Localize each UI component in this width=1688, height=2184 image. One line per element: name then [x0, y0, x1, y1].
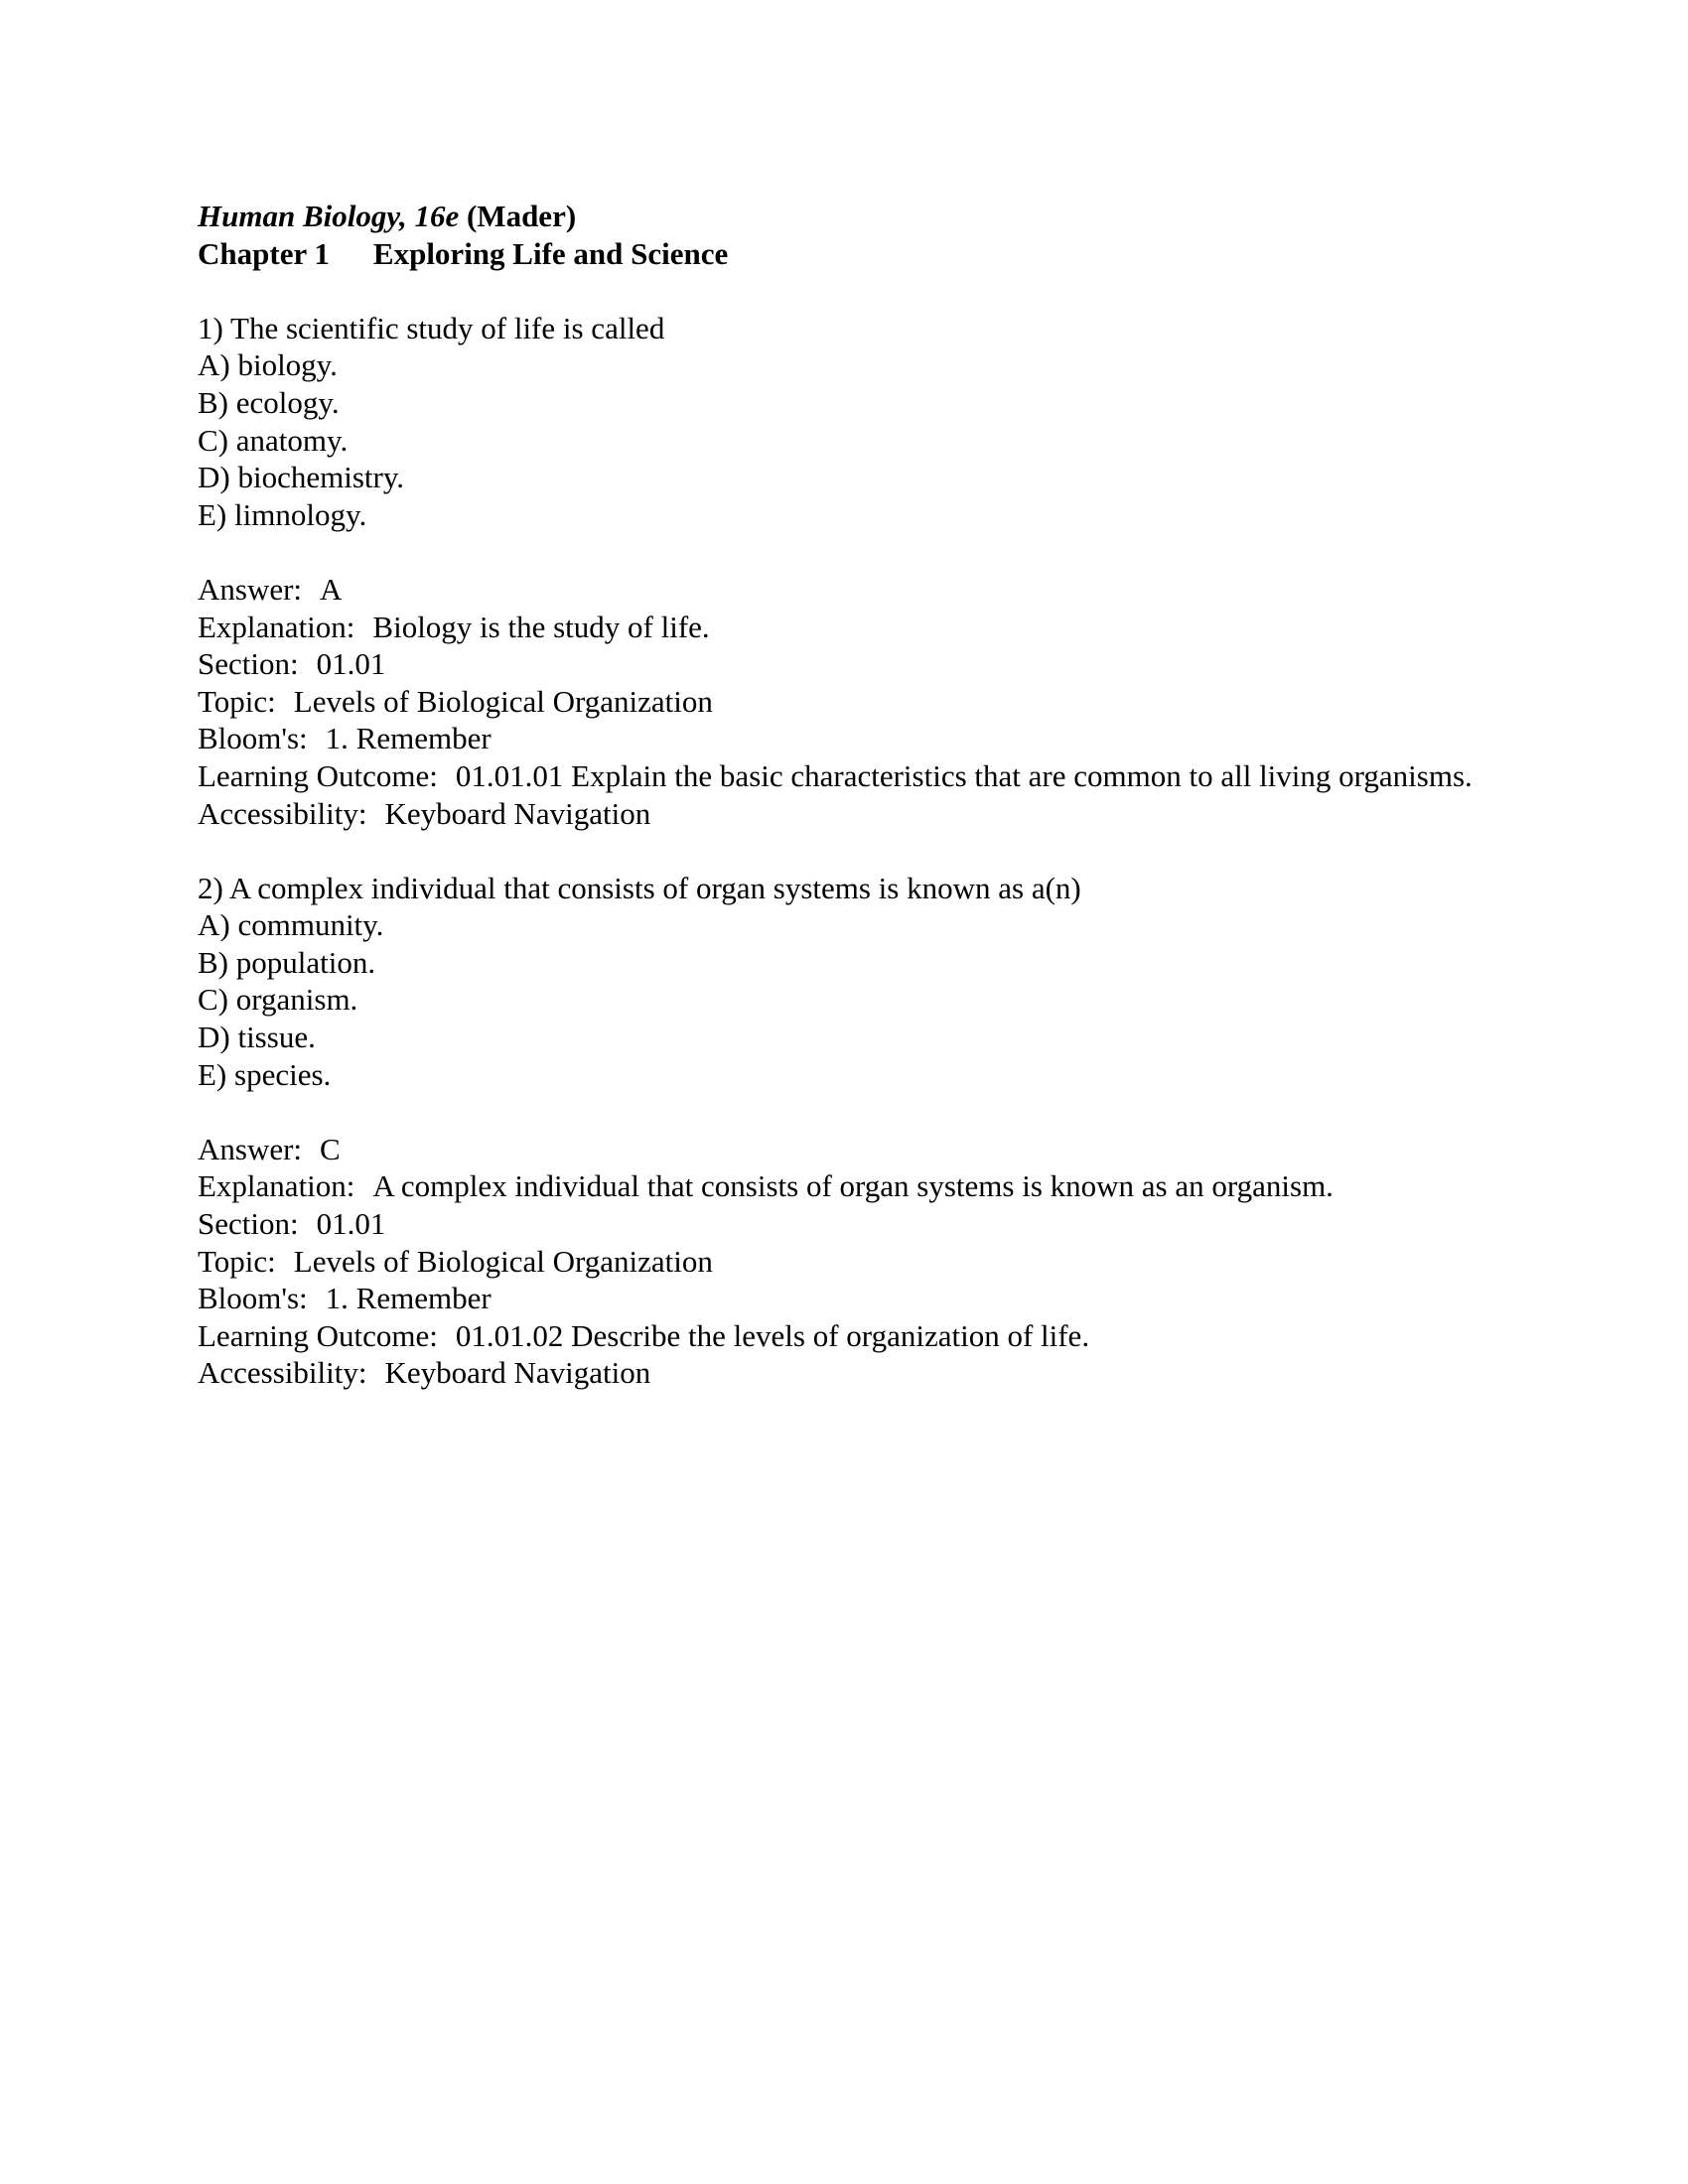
learning-outcome-value: 01.01.02 Describe the levels of organization of life. — [455, 1317, 1090, 1353]
accessibility-row — [198, 1354, 1493, 1392]
topic-row — [198, 1243, 1493, 1281]
chapter-title: Exploring Life and Science — [372, 235, 729, 271]
chapter-heading — [198, 235, 1493, 273]
blooms-row — [198, 1280, 1493, 1317]
answer-value: C — [320, 1131, 341, 1166]
section-row — [198, 1205, 1493, 1243]
section-row — [198, 645, 1493, 683]
learning-outcome-row — [198, 1317, 1493, 1355]
answer-value: A — [320, 571, 343, 607]
explanation-label: Explanation: — [198, 609, 355, 644]
section-value: 01.01 — [316, 1206, 386, 1242]
blooms-value: 1. Remember — [325, 1281, 492, 1316]
question-stem: 2) A complex individual that consists of organ systems is known as a(n) — [198, 870, 1081, 905]
section-label: Section: — [198, 1206, 299, 1242]
learning-outcome-label: Learning Outcome: — [198, 1317, 438, 1353]
explanation-value: A complex individual that consists of organ systems is known as an organism. — [372, 1168, 1334, 1204]
answer-row — [198, 1131, 1493, 1168]
answer-row — [198, 571, 1493, 609]
topic-label: Topic: — [198, 1243, 276, 1279]
blooms-value: 1. Remember — [325, 721, 492, 756]
section-value: 01.01 — [316, 646, 386, 682]
accessibility-label: Accessibility: — [198, 795, 367, 831]
document-page — [198, 198, 1493, 1430]
topic-value: Levels of Biological Organization — [293, 683, 713, 719]
question-block — [198, 870, 1493, 1430]
answer-option: D) tissue. — [198, 1020, 316, 1055]
accessibility-label: Accessibility: — [198, 1355, 367, 1391]
chapter-label: Chapter 1 — [198, 235, 330, 271]
topic-value: Levels of Biological Organization — [293, 1243, 713, 1279]
accessibility-value: Keyboard Navigation — [384, 1355, 651, 1391]
explanation-row — [198, 609, 1493, 646]
learning-outcome-label: Learning Outcome: — [198, 757, 438, 793]
book-author: (Mader) — [466, 199, 577, 233]
explanation-value: Biology is the study of life. — [372, 609, 710, 644]
answer-option: A) community. — [198, 907, 384, 943]
answer-option: B) ecology. — [198, 384, 340, 420]
question-stem: 1) The scientific study of life is called — [198, 310, 665, 345]
learning-outcome-row — [198, 757, 1493, 795]
topic-label: Topic: — [198, 683, 276, 719]
explanation-label: Explanation: — [198, 1168, 355, 1204]
book-heading — [198, 198, 1493, 235]
answer-label: Answer: — [198, 1131, 303, 1166]
answer-label: Answer: — [198, 571, 303, 607]
blooms-label: Bloom's: — [198, 721, 308, 756]
explanation-row — [198, 1167, 1493, 1205]
section-label: Section: — [198, 646, 299, 682]
book-title: Human Biology, 16e — [198, 199, 460, 233]
answer-option: C) anatomy. — [198, 422, 349, 458]
accessibility-value: Keyboard Navigation — [384, 795, 651, 831]
answer-option: C) organism. — [198, 982, 358, 1018]
answer-option: E) limnology. — [198, 496, 367, 532]
accessibility-row — [198, 795, 1493, 833]
blooms-label: Bloom's: — [198, 1281, 308, 1316]
question-block — [198, 310, 1493, 870]
blooms-row — [198, 720, 1493, 757]
answer-option: E) species. — [198, 1056, 332, 1092]
answer-option: D) biochemistry. — [198, 460, 405, 495]
answer-option: B) population. — [198, 944, 376, 980]
learning-outcome-value: 01.01.01 Explain the basic characteristics that are common to all living organisms. — [455, 757, 1473, 793]
topic-row — [198, 683, 1493, 721]
answer-option: A) biology. — [198, 347, 338, 383]
